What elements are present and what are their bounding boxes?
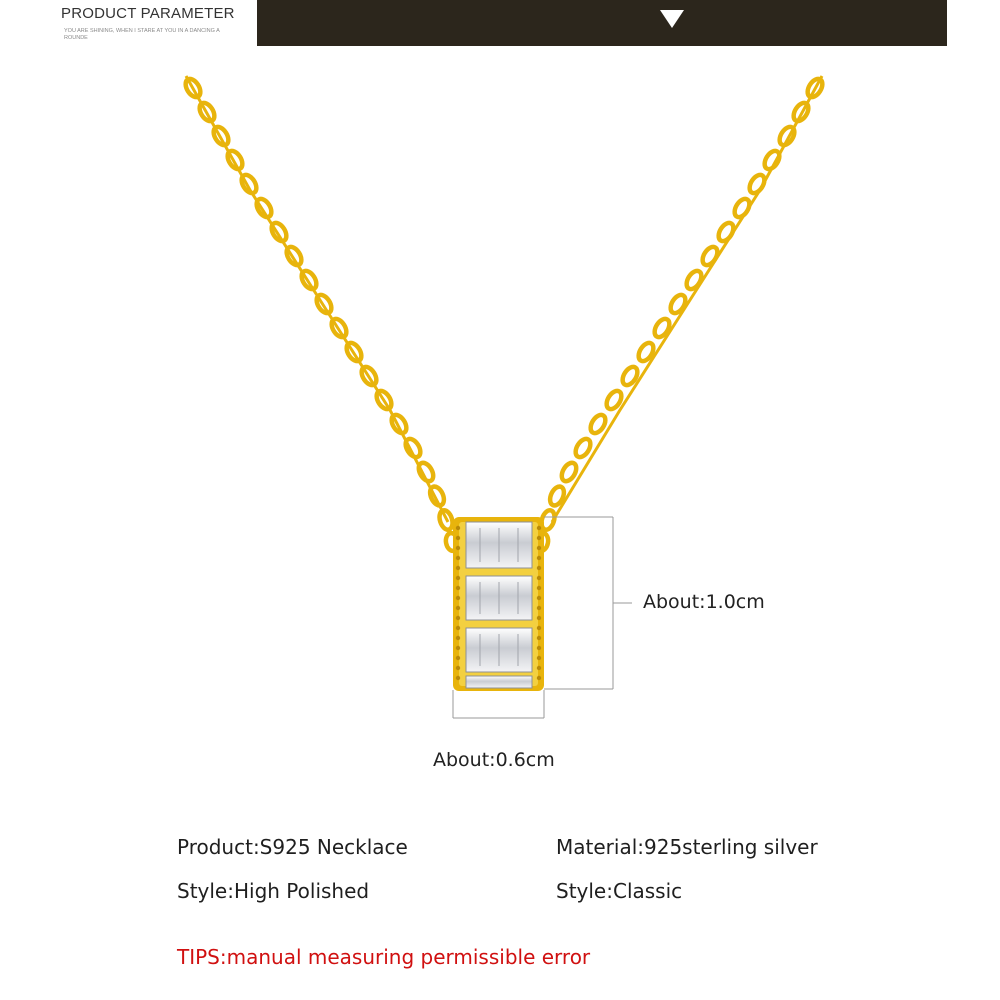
pendant <box>453 517 544 691</box>
header-left <box>0 0 257 46</box>
page-title: PRODUCT PARAMETER <box>61 5 235 22</box>
height-guide <box>544 517 632 689</box>
header-subtitle: YOU ARE SHINING, WHEN I STARE AT YOU IN A DANCING A ROUNDE <box>64 28 220 41</box>
chain-left <box>183 76 460 552</box>
spec-product: Product:S925 Necklace <box>177 835 408 859</box>
tips-note: TIPS:manual measuring permissible error <box>177 945 591 969</box>
chain-right <box>535 76 826 552</box>
width-guide <box>453 690 544 718</box>
height-dimension-label: About:1.0cm <box>643 591 765 613</box>
spec-style-finish: Style:High Polished <box>177 879 370 903</box>
spec-material: Material:925sterling silver <box>556 835 818 859</box>
spec-style-type: Style:Classic <box>556 879 683 903</box>
necklace-image <box>0 60 1000 760</box>
header-bar <box>257 0 947 46</box>
width-dimension-label: About:0.6cm <box>433 749 555 771</box>
triangle-down-icon <box>660 10 684 28</box>
